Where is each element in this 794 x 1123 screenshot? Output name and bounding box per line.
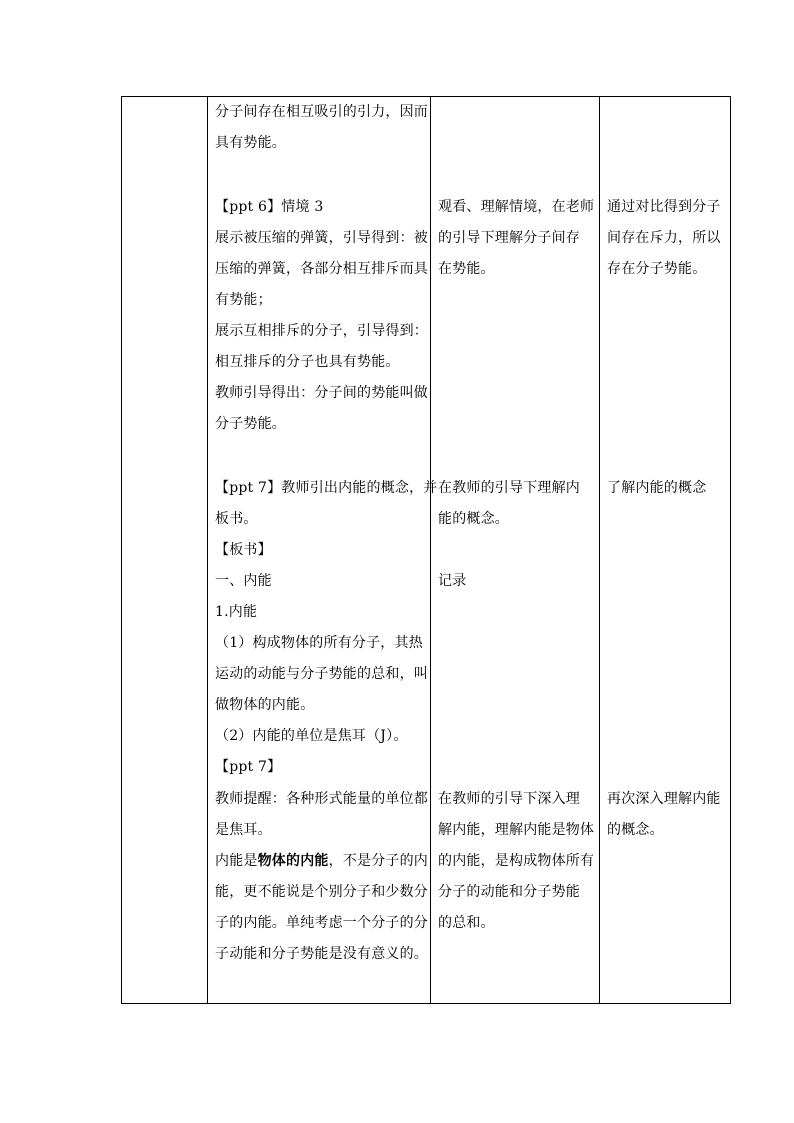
text-line: 板书。 [215,511,258,527]
text-line: 通过对比得到分子 [607,199,721,215]
text-line [215,851,429,871]
text-line: 在势能。 [438,261,495,277]
text-line: 分子势能。 [215,416,286,432]
text-line: 【板书】 [215,542,272,558]
text-line: 有势能； [215,292,272,308]
text-line: 是焦耳。 [215,822,272,838]
text-line: 能，更不能说是个别分子和少数分 [215,884,428,900]
text-line: 能的概念。 [438,511,509,527]
text-line: 分子的动能和分子势能 [438,884,580,900]
text-line: 分子间存在相互吸引的引力，因而 [215,104,428,120]
text-line: 了解内能的概念 [607,480,707,496]
text-line: 压缩的弹簧，各部分相互排斥而具 [215,261,428,277]
text-line: 观看、理解情境，在老师 [438,199,595,215]
text-line: 记录 [438,573,467,589]
text-line: 运动的动能与分子势能的总和，叫 [215,666,428,682]
text-line: 的总和。 [438,915,495,931]
text-line: 在教师的引导下理解内 [438,480,580,496]
text-span: 内能是 [215,853,258,869]
text-line: 【ppt 7】 [215,759,282,775]
bold-emphasis: 物体的内能 [257,853,329,869]
text-line: 【ppt 6】情境 3 [215,199,324,215]
teacher-activity-cell [208,97,438,1004]
text-line: 间存在斥力，所以 [607,230,721,246]
text-line: （1）构成物体的所有分子，其热 [215,635,423,651]
text-line: 展示互相排斥的分子，引导得到： [215,323,428,339]
text-line: 【ppt 7】教师引出内能的概念，并 [215,480,438,496]
stage-column-cell [122,97,208,1004]
text-line: 的引导下理解分子间存 [438,230,580,246]
text-line: 具有势能。 [215,135,286,151]
text-line: 做物体的内能。 [215,697,315,713]
text-line: 存在分子势能。 [607,261,707,277]
design-intent-cell [600,97,731,1004]
text-line: 的概念。 [607,822,664,838]
text-line: 教师提醒：各种形式能量的单位都 [215,791,428,807]
text-line: 解内能，理解内能是物体 [438,822,595,838]
text-line: 展示被压缩的弹簧，引导得到：被 [215,230,428,246]
text-line: 的内能，是构成物体所有 [438,853,595,869]
lesson-plan-table [121,96,731,1004]
text-span: ，不是分子的内 [328,853,429,869]
text-line: （2）内能的单位是焦耳（J）。 [215,728,408,744]
text-line: 在教师的引导下深入理 [438,791,580,807]
text-line: 一、内能 [215,573,272,589]
text-line: 再次深入理解内能 [607,791,721,807]
text-line: 教师引导得出：分子间的势能叫做 [215,385,428,401]
text-line: 相互排斥的分子也具有势能。 [215,354,400,370]
student-activity-cell [431,97,600,1004]
table-row [122,97,731,1004]
text-line: 子动能和分子势能是没有意义的。 [215,946,428,962]
text-line: 子的内能。单纯考虑一个分子的分 [215,915,428,931]
text-line: 1.内能 [215,604,258,620]
